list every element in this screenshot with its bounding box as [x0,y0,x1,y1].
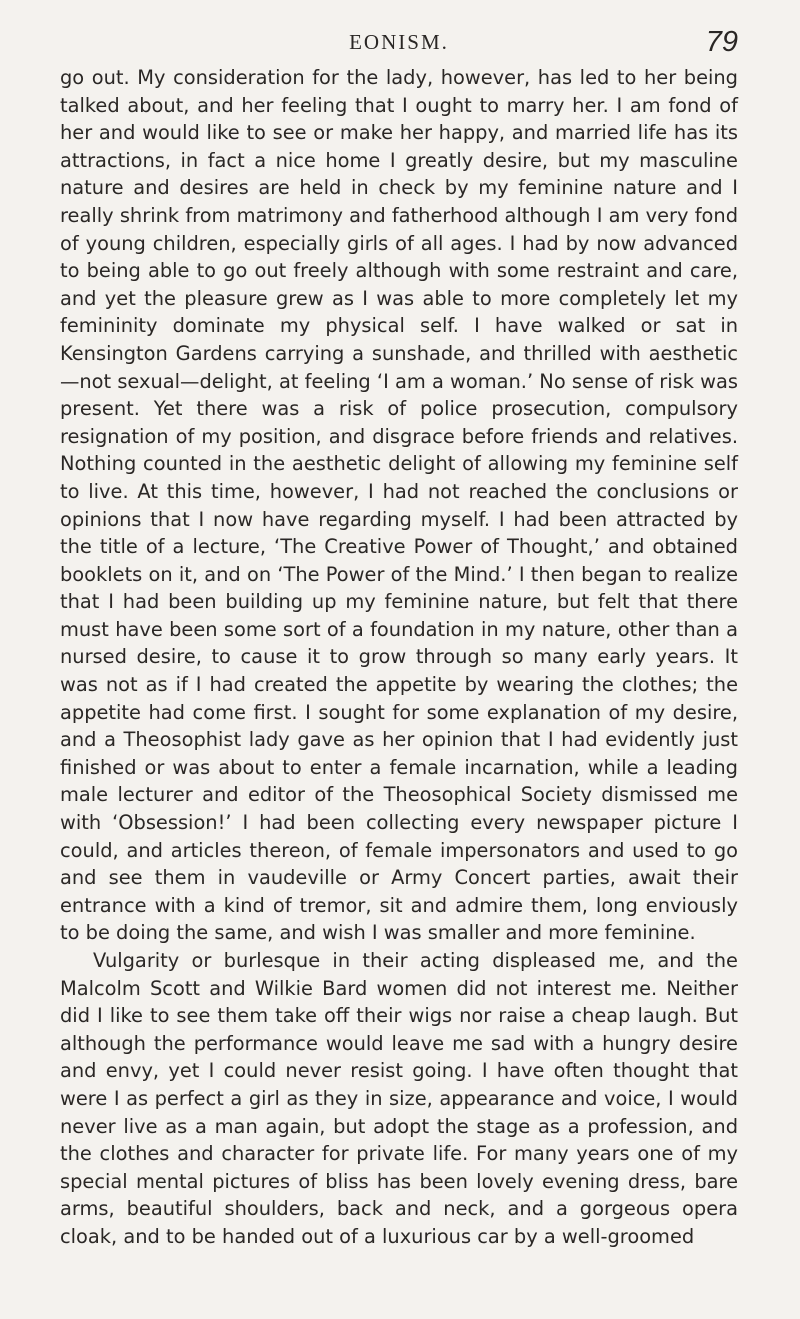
paragraph-continued: go out. My consideration for the lady, however, has led to her being talked about, and her feeling that I ought to marry her. I am fond of her and would like to see or make her happy, and married life has its attractions, in fact a nice home I greatly desire, but my masculine nature and desires are held in check by my feminine nature and I really shrink from matrimony and fatherhood although I am very fond of young children, especially girls of all ages. I had by now advanced to being able to go out freely although with some restraint and care, and yet the pleasure grew as I was able to more completely let my femininity dominate my physical self. I have walked or sat in Kensington Gardens carrying a sunshade, and thrilled with aesthetic—not sexual—delight, at feeling ‘I am a woman.’ No sense of risk was present. Yet there was a risk of police prosecution, compulsory resignation of my position, and disgrace before friends and relatives. Nothing counted in the aesthetic delight of allowing my feminine self to live. At this time, however, I had not reached the conclusions or opinions that I now have regarding myself. I had been attracted by the title of a lecture, ‘The Creative Power of Thought,’ and obtained booklets on it, and on ‘The Power of the Mind.’ I then began to realize that I had been building up my feminine nature, but felt that there must have been some sort of a foundation in my nature, other than a nursed desire, to cause it to grow through so many early years. It was not as if I had created the appetite by wearing the clothes; the appetite had come first. I sought for some explanation of my desire, and a Theosophist lady gave as her opinion that I had evidently just finished or was about to enter a female incarnation, while a leading male lecturer and editor of the Theosophical Society dismissed me with ‘Obsession!’ I had been collecting every newspaper picture I could, and articles thereon, of female impersonators and used to go and see them in vaudeville or Army Concert parties, await their entrance with a kind of tremor, sit and admire them, long enviously to be doing the same, and wish I was smaller and more feminine. [60,66,738,945]
body-text [60,64,738,1251]
running-title: EONISM. [349,30,449,54]
paragraph: Vulgarity or burlesque in their acting displeased me, and the Malcolm Scott and Wilkie Bard women did not interest me. Neither did I like to see them take off their wigs nor raise a cheap laugh. But although the performance would leave me sad with a hungry desire and envy, yet I could never resist going. I have often thought that were I as perfect a girl as they in size, appearance and voice, I would never live as a man again, but adopt the stage as a profession, and the clothes and character for private life. For many years one of my special mental pictures of bliss has been lovely evening dress, bare arms, beautiful shoulders, back and neck, and a gorgeous opera cloak, and to be handed out of a luxurious car by a well-groomed [60,949,738,1248]
page-number: 79 [705,26,738,58]
running-head [60,26,738,66]
